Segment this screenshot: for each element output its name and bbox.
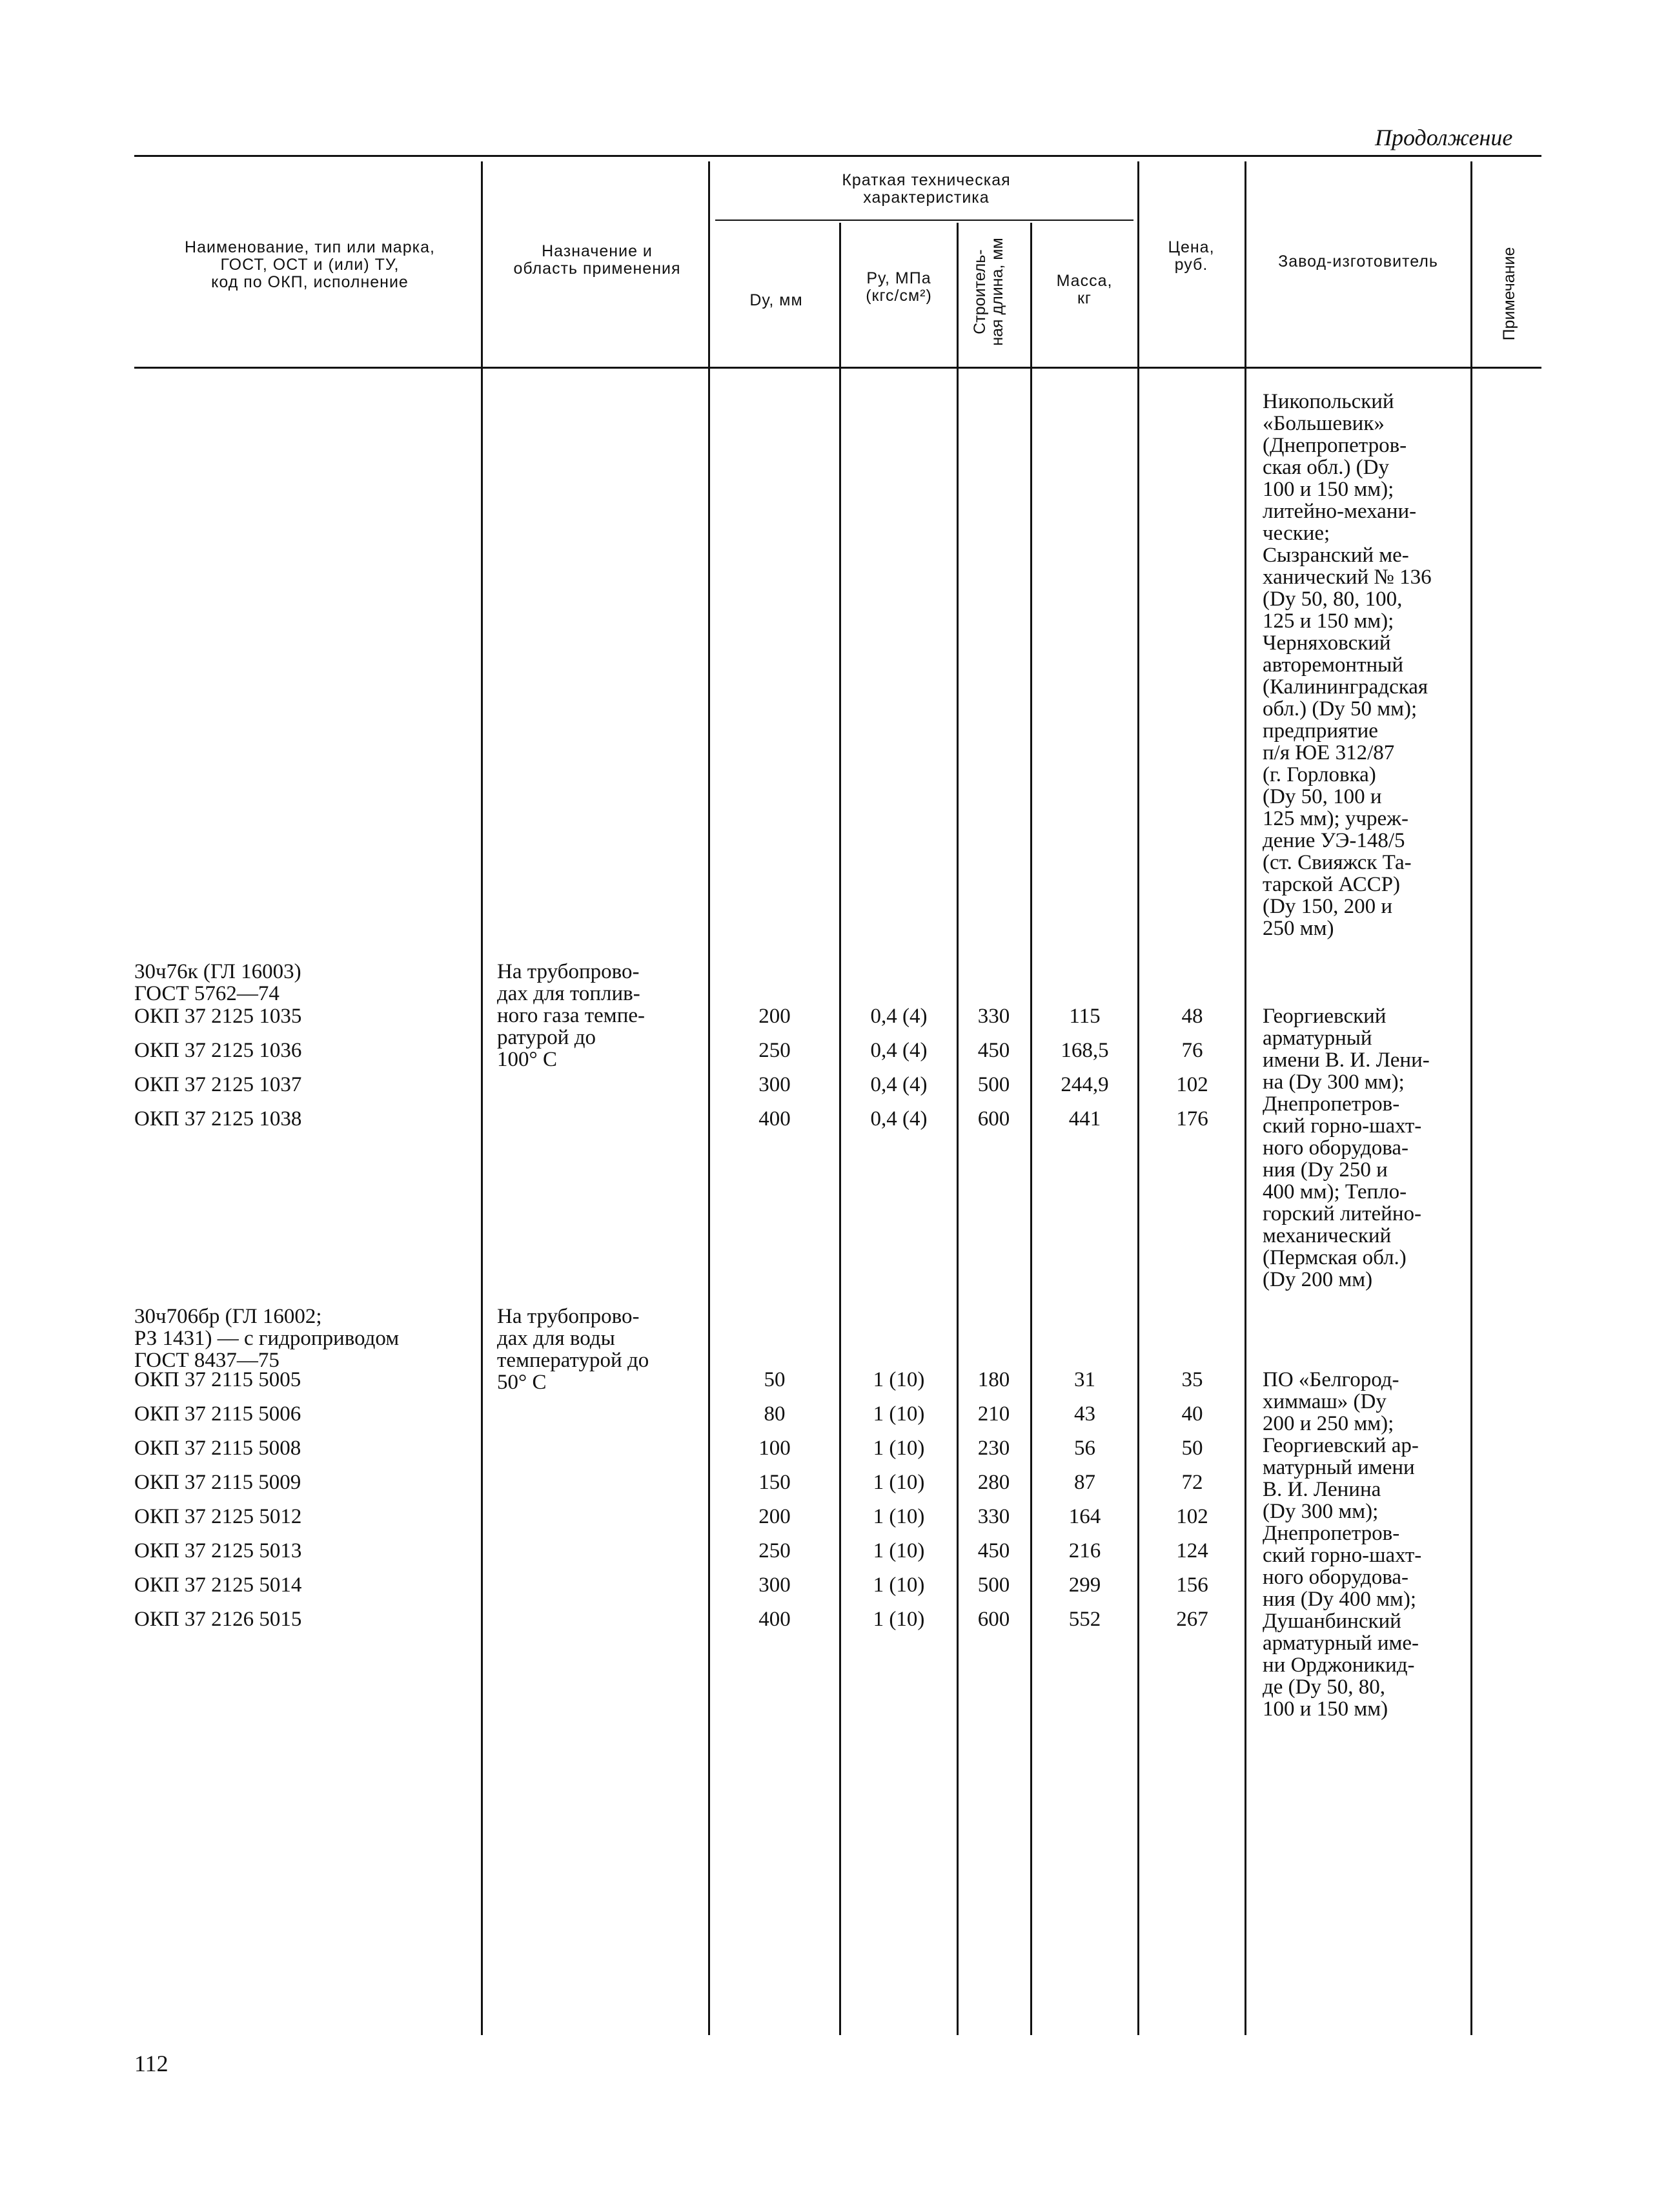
header-bottom-rule — [134, 367, 1541, 369]
dy-value: 200 — [758, 1505, 791, 1528]
dy-value: 400 — [758, 1107, 791, 1131]
okp-code: ОКП 37 2115 5008 — [134, 1437, 301, 1460]
mass-value: 87 — [1074, 1471, 1095, 1494]
length-value: 500 — [977, 1573, 1010, 1597]
col-divider-6 — [1137, 161, 1139, 2035]
py-value: 0,4 (4) — [870, 1073, 928, 1096]
col-divider-2 — [708, 161, 710, 2035]
okp-code: ОКП 37 2115 5005 — [134, 1368, 301, 1391]
okp-code: ОКП 37 2125 1035 — [134, 1005, 302, 1028]
group1-title: 30ч76к (ГЛ 16003) ГОСТ 5762—74 — [134, 960, 301, 1005]
mass-value: 441 — [1068, 1107, 1101, 1131]
py-value: 1 (10) — [873, 1573, 925, 1597]
dy-value: 300 — [758, 1073, 791, 1096]
py-value: 1 (10) — [873, 1608, 925, 1631]
okp-code: ОКП 37 2115 5006 — [134, 1402, 301, 1426]
continuation-label: Продолжение — [1375, 125, 1513, 150]
length-value: 330 — [977, 1005, 1010, 1028]
header-py: Pу, МПа (кгс/см²) — [866, 269, 932, 305]
okp-code: ОКП 37 2115 5009 — [134, 1471, 301, 1494]
dy-value: 300 — [758, 1573, 791, 1597]
price-value: 124 — [1176, 1539, 1208, 1562]
mass-value: 115 — [1069, 1005, 1101, 1028]
header-tech-group: Краткая техническая характеристика — [842, 171, 1011, 207]
dy-value: 80 — [764, 1402, 786, 1426]
price-value: 156 — [1176, 1573, 1208, 1597]
length-value: 280 — [977, 1471, 1010, 1494]
header-dy: Dу, мм — [749, 291, 803, 309]
price-value: 40 — [1181, 1402, 1203, 1426]
dy-value: 250 — [758, 1039, 791, 1062]
length-value: 450 — [977, 1539, 1010, 1562]
dy-value: 200 — [758, 1005, 791, 1028]
okp-code: ОКП 37 2125 5013 — [134, 1539, 302, 1562]
okp-code: ОКП 37 2125 1038 — [134, 1107, 302, 1131]
py-value: 1 (10) — [873, 1505, 925, 1528]
length-value: 230 — [977, 1437, 1010, 1460]
mass-value: 31 — [1074, 1368, 1095, 1391]
header-purpose: Назначение и область применения — [513, 242, 681, 278]
py-value: 1 (10) — [873, 1471, 925, 1494]
price-value: 102 — [1176, 1073, 1208, 1096]
okp-code: ОКП 37 2125 1036 — [134, 1039, 302, 1062]
okp-code: ОКП 37 2125 5012 — [134, 1505, 302, 1528]
group2-maker: ПО «Белгород- химмаш» (Dу 200 и 250 мм); Георгиевский ар- матурный имени В. И. Ленина (Dу 300 мм); Днепропетров- ский горно-шахт- ного оборудова- ния (Dу 400 мм); Душанбинский арматурный име- ни Орджоникид- де (Dу 50, 80, 100 и 150 мм) — [1263, 1368, 1422, 1721]
header-maker: Завод-изготовитель — [1278, 252, 1438, 271]
length-value: 600 — [977, 1107, 1010, 1131]
group1-purpose: На трубопрово- дах для топлив- ного газа темпе- ратурой до 100° С — [497, 960, 645, 1071]
dy-value: 100 — [758, 1437, 791, 1460]
py-value: 1 (10) — [873, 1402, 925, 1426]
mass-value: 244,9 — [1061, 1073, 1109, 1096]
mass-value: 299 — [1068, 1573, 1101, 1597]
length-value: 210 — [977, 1402, 1010, 1426]
length-value: 330 — [977, 1505, 1010, 1528]
group2-title: 30ч706бр (ГЛ 16002; РЗ 1431) — с гидроприводом ГОСТ 8437—75 — [134, 1305, 400, 1372]
py-value: 1 (10) — [873, 1437, 925, 1460]
mass-value: 216 — [1068, 1539, 1101, 1562]
group1-maker: Георгиевский арматурный имени В. И. Лени- на (Dу 300 мм); Днепропетров- ский горно-шахт- ного оборудова- ния (Dу 250 и 400 мм); Тепло- горский литейно- механический (Пермская обл.) (Dу 200 мм) — [1263, 1005, 1430, 1291]
header-price: Цена, руб. — [1168, 238, 1215, 274]
length-value: 180 — [977, 1368, 1010, 1391]
header-name: Наименование, тип или марка, ГОСТ, ОСТ и (или) ТУ, код по ОКП, исполнение — [185, 238, 435, 291]
dy-value: 150 — [758, 1471, 791, 1494]
length-value: 450 — [977, 1039, 1010, 1062]
tech-group-rule — [715, 220, 1133, 221]
col-divider-7 — [1245, 161, 1246, 2035]
mass-value: 43 — [1074, 1402, 1095, 1426]
table-top-rule — [134, 155, 1541, 157]
page-number: 112 — [134, 2051, 168, 2076]
py-value: 1 (10) — [873, 1539, 925, 1562]
dy-value: 250 — [758, 1539, 791, 1562]
mass-value: 164 — [1068, 1505, 1101, 1528]
py-value: 1 (10) — [873, 1368, 925, 1391]
okp-code: ОКП 37 2125 5014 — [134, 1573, 302, 1597]
header-mass: Масса, кг — [1056, 272, 1113, 307]
price-value: 176 — [1176, 1107, 1208, 1131]
mass-value: 56 — [1074, 1437, 1095, 1460]
price-value: 102 — [1176, 1505, 1208, 1528]
price-value: 72 — [1181, 1471, 1203, 1494]
price-value: 267 — [1176, 1608, 1208, 1631]
group2-purpose: На трубопрово- дах для воды температурой до 50° С — [497, 1305, 649, 1394]
dy-value: 400 — [758, 1608, 791, 1631]
py-value: 0,4 (4) — [870, 1005, 928, 1028]
price-value: 48 — [1181, 1005, 1203, 1028]
price-value: 76 — [1181, 1039, 1203, 1062]
price-value: 50 — [1181, 1437, 1203, 1460]
col-divider-1 — [481, 161, 483, 2035]
length-value: 600 — [977, 1608, 1010, 1631]
dy-value: 50 — [764, 1368, 786, 1391]
py-value: 0,4 (4) — [870, 1107, 928, 1131]
mass-value: 168,5 — [1061, 1039, 1109, 1062]
mass-value: 552 — [1068, 1608, 1101, 1631]
top-maker-text: Никопольский «Большевик» (Днепропетров- ская обл.) (Dу 100 и 150 мм); литейно-механи- ческие; Сызранский ме- ханический № 136 (Dу 50, 80, 100, 125 и 150 мм); Черняховский авторемонтный (Калининградская обл.) (Dу 50 мм); предприятие п/я ЮЕ 312/87 (г. Горловка) (Dу 50, 100 и 125 мм); учреж- дение УЭ-148/5 (ст. Свияжск Та- тарской АССР) (Dу 150, 200 и 250 мм) — [1263, 390, 1432, 940]
py-value: 0,4 (4) — [870, 1039, 928, 1062]
length-value: 500 — [977, 1073, 1010, 1096]
price-value: 35 — [1181, 1368, 1203, 1391]
okp-code: ОКП 37 2126 5015 — [134, 1608, 302, 1631]
okp-code: ОКП 37 2125 1037 — [134, 1073, 302, 1096]
header-length: Строитель- ная длина, мм — [971, 238, 1006, 346]
header-note: Примечание — [1500, 247, 1518, 341]
